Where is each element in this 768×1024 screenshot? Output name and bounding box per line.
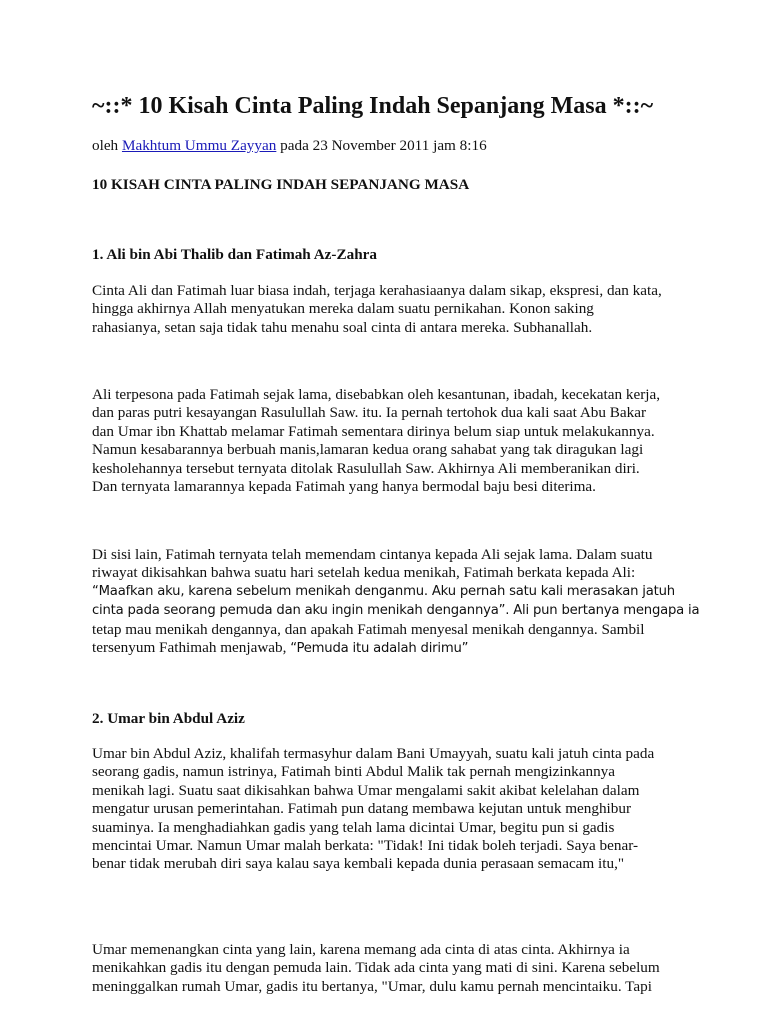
quote-line: “Maafkan aku, karena sebelum menikah denganmu. Aku pernah satu kali merasakan jatuh xyxy=(92,583,675,599)
paragraph-line: kesholehannya tersebut ternyata ditolak Rasulullah Saw. Akhirnya Ali memberanikan diri. xyxy=(92,459,640,477)
section2-paragraph-2 xyxy=(92,941,692,996)
section2-heading: 2. Umar bin Abdul Aziz xyxy=(92,710,245,727)
paragraph-line: riwayat dikisahkan bahwa suatu hari setelah kedua menikah, Fatimah berkata kepada Ali: xyxy=(92,564,636,582)
paragraph-line: suaminya. Ia menghadiahkan gadis yang telah lama dicintai Umar, begitu pun si gadis xyxy=(92,818,615,836)
section2-paragraph-1 xyxy=(92,745,692,874)
paragraph-line: hingga akhirnya Allah menyatukan mereka dalam suatu pernikahan. Konon saking xyxy=(92,300,594,318)
paragraph-line: mencintai Umar. Namun Umar malah berkata: "Tidak! Ini tidak boleh terjadi. Saya benar- xyxy=(92,837,639,855)
paragraph-line: menikahkan gadis itu dengan pemuda lain. Tidak ada cinta yang mati di sini. Karena sebelum xyxy=(92,959,660,977)
paragraph-line: dan paras putri kesayangan Rasulullah Saw. itu. Ia pernah tertohok dua kali saat Abu Bakar xyxy=(92,404,647,422)
paragraph-line: dan Umar ibn Khattab melamar Fatimah sementara dirinya belum siap untuk melakukannya. xyxy=(92,422,655,440)
author-link[interactable]: Makhtum Ummu Zayyan xyxy=(121,137,277,154)
paragraph-line: Namun kesabarannya berbuah manis,lamaran kedua orang sahabat yang tak diragukan lagi xyxy=(92,441,644,459)
paragraph-line: Di sisi lain, Fatimah ternyata telah memendam cintanya kepada Ali sejak lama. Dalam suatu xyxy=(92,546,653,563)
main-heading: 10 KISAH CINTA PALING INDAH SEPANJANG MASA xyxy=(92,176,470,193)
paragraph-line: seorang gadis, namun istrinya, Fatimah binti Abdul Malik tak pernah mengizinkannya xyxy=(92,763,616,781)
byline-prefix: oleh xyxy=(92,137,122,154)
paragraph-line: Dan ternyata lamarannya kepada Fatimah yang hanya bermodal baju besi diterima. xyxy=(92,478,596,496)
paragraph-line: Umar bin Abdul Aziz, khalifah termasyhur dalam Bani Umayyah, suatu kali jatuh cinta pada xyxy=(92,745,655,762)
section1-paragraph-2 xyxy=(92,386,692,496)
paragraph-line xyxy=(92,601,700,620)
paragraph-line: tetap mau menikah dengannya, dan apakah Fatimah menyesal menikah dengannya. Sambil xyxy=(92,620,645,638)
quote-continuation: Ali pun bertanya mengapa ia xyxy=(509,603,700,619)
answer-quote: “Pemuda itu adalah dirimu” xyxy=(290,641,469,657)
byline-date: pada 23 November 2011 jam 8:16 xyxy=(276,137,487,154)
section1-paragraph-1 xyxy=(92,282,692,337)
document-title: ~::* 10 Kisah Cinta Paling Indah Sepanjang Masa *::~ xyxy=(92,93,654,119)
section1-paragraph-3 xyxy=(92,546,700,658)
paragraph-line: Cinta Ali dan Fatimah luar biasa indah, terjaga kerahasiaanya dalam sikap, ekspresi, dan kata, xyxy=(92,282,662,299)
byline xyxy=(92,137,487,155)
paragraph-line: menikah lagi. Suatu saat dikisahkan bahwa Umar mengalami sakit akibat kelelahan dalam xyxy=(92,781,640,799)
paragraph-line: Umar memenangkan cinta yang lain, karena memang ada cinta di atas cinta. Akhirnya ia xyxy=(92,941,630,958)
section1-heading: 1. Ali bin Abi Thalib dan Fatimah Az-Zahra xyxy=(92,246,377,263)
paragraph-line: rahasianya, setan saja tidak tahu menahu soal cinta di antara mereka. Subhanallah. xyxy=(92,318,593,336)
paragraph-line xyxy=(92,639,692,658)
paragraph-line: Ali terpesona pada Fatimah sejak lama, disebabkan oleh kesantunan, ibadah, kecekatan kerja, xyxy=(92,386,661,403)
answer-lead: tersenyum Fathimah menjawab, xyxy=(92,639,291,657)
paragraph-line: mengatur urusan pemerintahan. Fatimah pun datang membawa kejutan untuk menghibur xyxy=(92,800,632,818)
quote-text: cinta pada seorang pemuda dan aku ingin menikah dengannya”. xyxy=(92,603,510,619)
paragraph-line: benar tidak merubah diri saya kalau saya kembali kepada dunia perasaan semacam itu," xyxy=(92,855,625,873)
paragraph-line: meninggalkan rumah Umar, gadis itu bertanya, "Umar, dulu kamu pernah mencintaiku. Tapi xyxy=(92,977,652,995)
